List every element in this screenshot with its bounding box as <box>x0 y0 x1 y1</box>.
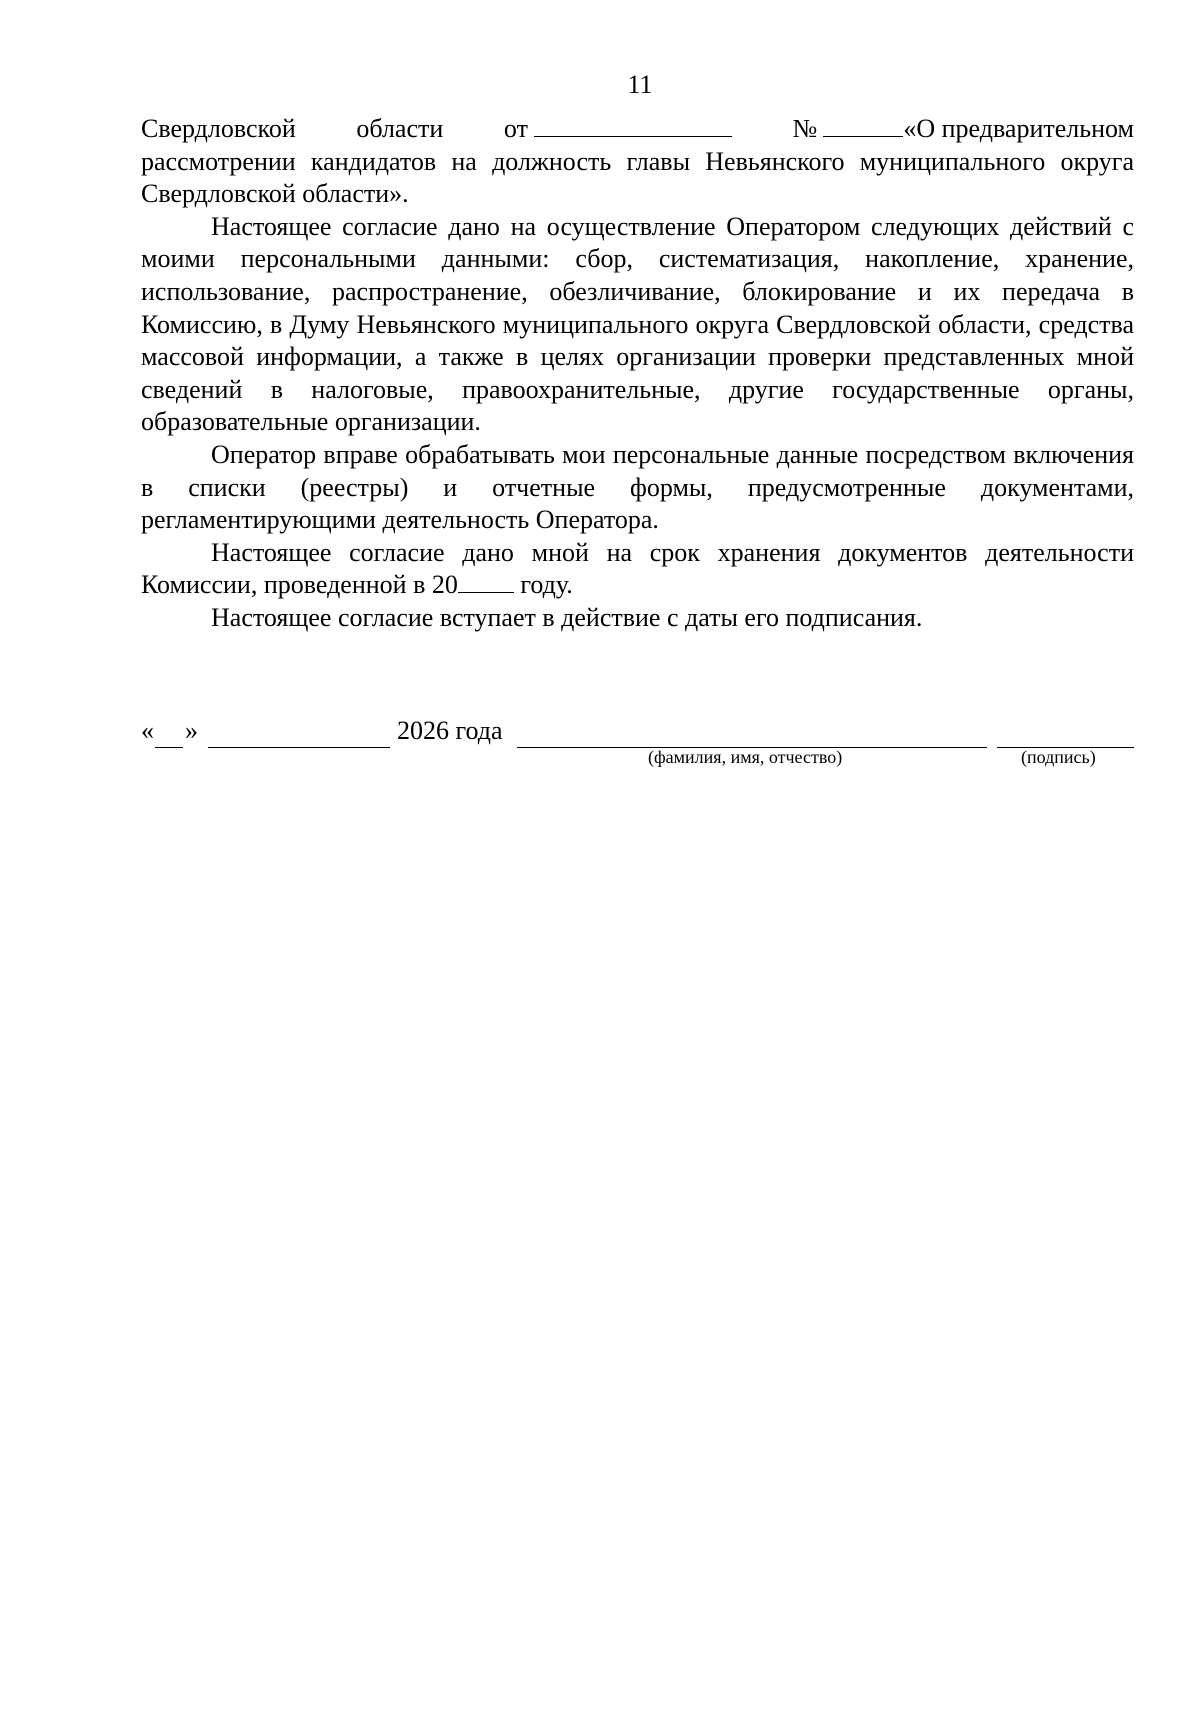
signature-line <box>141 716 1134 750</box>
paragraph-3: Оператор вправе обрабатывать мои персональные данные посредством включения в списки (реестры) и отчетные формы, предусмотренные документами, регламентирующими деятельность Оператора. <box>141 439 1134 535</box>
paragraph-1-first-line <box>141 113 1134 146</box>
paragraph-5: Настоящее согласие вступает в действие с даты его подписания. <box>211 602 923 632</box>
line1-word-ot: от <box>503 114 528 143</box>
date-blank-field[interactable] <box>534 135 732 137</box>
document-body <box>141 113 1134 635</box>
paragraph-4-text: Настоящее согласие дано мной на срок хранения документов деятельности Комиссии, проведенной в 20 <box>141 537 1134 600</box>
number-sign: № <box>792 114 818 143</box>
line1-number-group <box>793 113 1134 146</box>
line1-word-oblast: области <box>356 114 444 143</box>
full-name-caption: (фамилия, имя, отчество) <box>648 747 843 767</box>
page-number: 11 <box>627 70 653 99</box>
day-blank-field[interactable] <box>155 747 183 748</box>
quote-open: « <box>141 716 154 745</box>
signature-caption: (подпись) <box>1021 747 1096 767</box>
quote-close: » <box>185 716 198 745</box>
paragraph-2: Настоящее согласие дано на осуществление Оператором следующих действий с моими персональными данными: сбор, систематизация, накопление, хранение, использование, распространение, обезличивание, блокирование и их передача в Комиссию, в Думу Невьянского муниципального округа Свердловской области, средства массовой информации, а также в целях организации проверки представленных мной сведений в налоговые, правоохранительные, другие государственные органы, образовательные организации. <box>141 211 1134 437</box>
paragraph-4 <box>141 537 1134 602</box>
month-blank-field[interactable] <box>208 747 390 748</box>
number-blank-field[interactable] <box>823 135 903 137</box>
paragraph-4-end: году. <box>513 570 573 600</box>
line1-title-start: «О предварительном <box>903 114 1134 143</box>
paragraph-1-rest: рассмотрении кандидатов на должность главы Невьянского муниципального округа Свердловской области». <box>141 146 1134 209</box>
year-blank-field[interactable] <box>458 591 514 593</box>
year-label: 2026 года <box>397 716 503 745</box>
line1-date-group <box>504 113 732 146</box>
line1-word-region: Свердловской <box>141 114 296 143</box>
